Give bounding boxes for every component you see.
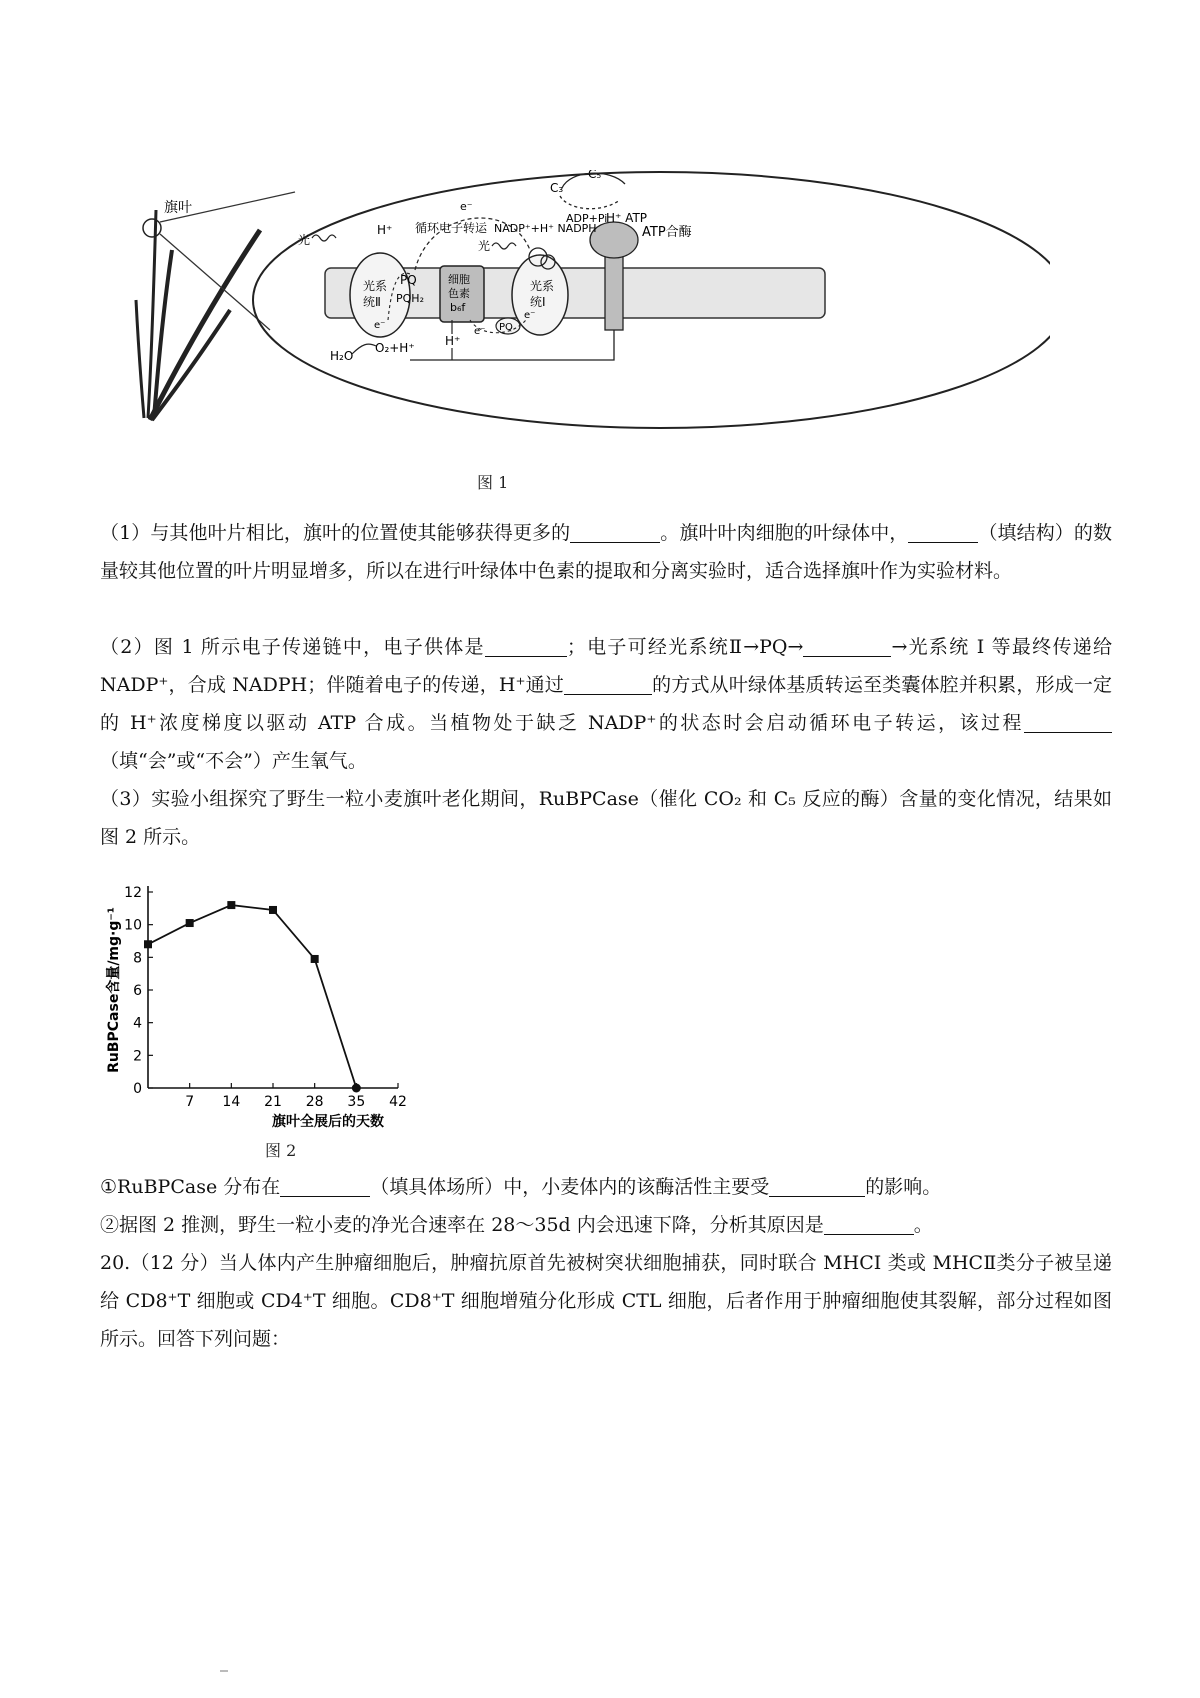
series-polyline: [148, 905, 356, 1088]
q1-blank-2[interactable]: [908, 520, 978, 543]
light-left-wave: [312, 235, 336, 241]
q3-1-blank-2[interactable]: [769, 1174, 865, 1197]
q2-blank-1[interactable]: [485, 634, 567, 657]
h-plus-top-label: H⁺: [377, 223, 393, 237]
pq-label: PQ: [400, 273, 417, 287]
cyt-label-1: 细胞: [448, 273, 470, 286]
q3-1-text-1: ①RuBPCase 分布在: [100, 1176, 281, 1198]
light-right-wave: [492, 243, 516, 249]
q1-text-1: （1）与其他叶片相比，旗叶的位置使其能够获得更多的: [100, 522, 571, 544]
q1-text-2: 。旗叶叶肉细胞的叶绿体中，: [660, 522, 909, 544]
x-tick-label: 14: [222, 1094, 241, 1110]
zoom-line-bottom: [160, 234, 270, 330]
y-tick-label: 4: [133, 1015, 142, 1032]
question-3-part-1: [100, 1168, 1112, 1206]
y-tick-label: 0: [133, 1081, 142, 1097]
chart-axes: [148, 886, 398, 1088]
question-3: （3）实验小组探究了野生一粒小麦旗叶老化期间，RuBPCase（催化 CO₂ 和 C₅ 反应的酶）含量的变化情况，结果如图 2 所示。: [100, 788, 1112, 848]
light-left-label: 光: [298, 233, 311, 247]
nadp-label: NADP⁺+H⁺ NADPH: [494, 222, 597, 235]
cyclic-transport-label: 循环电子转运: [415, 221, 488, 235]
calvin-cycle-arrow-2: [560, 196, 620, 209]
q3-1-text-3: 的影响。: [865, 1176, 942, 1198]
question-1: [100, 514, 1112, 590]
h-bottom-label: H⁺: [445, 334, 461, 348]
proton-return-line: [410, 330, 614, 360]
question-20: 20.（12 分）当人体内产生肿瘤细胞后，肿瘤抗原首先被树突状细胞捕获，同时联合 MHCI 类或 MHCⅡ类分子被呈递给 CD8⁺T 细胞或 CD4⁺T 细胞。CD8⁺T 细胞增殖分化形成 CTL 细胞，后者作用于肿瘤细胞使其裂解，部分过程如图所示。回答下列问题：: [100, 1252, 1112, 1350]
ps1-label-1: 光系: [530, 279, 555, 293]
data-point: [352, 1084, 361, 1093]
pq-small-label: PQ: [499, 322, 513, 333]
pqh2-label: PQH₂: [396, 292, 424, 305]
q2-blank-2[interactable]: [803, 634, 891, 657]
q2-text-4: 的方式从叶绿体基质转运至类囊体腔并积累，形成一定的 H⁺浓度梯度以驱动 ATP 合成。当植物处于缺乏 NADP⁺的状态时会启动循环电子转运，该过程: [100, 674, 1112, 734]
ps1-label-2: 统Ⅰ: [530, 295, 546, 309]
data-point: [144, 940, 152, 948]
q3-1-text-2: （填具体场所）中，小麦体内的该酶活性主要受: [370, 1176, 770, 1198]
page-footer-mark: [220, 1670, 228, 1672]
x-tick-label: 35: [347, 1094, 366, 1110]
ps2-label-1: 光系: [363, 279, 388, 293]
light-right-label: 光: [478, 239, 491, 253]
x-tick-label: 21: [264, 1094, 282, 1110]
atp-synthase-label: ATP合酶: [642, 225, 692, 240]
adp-pi-label: ADP+Pi: [566, 212, 608, 225]
h-atp-label: H⁺ ATP: [606, 211, 648, 225]
figure-1-caption: 图 1: [477, 473, 509, 492]
electron-top-label: e⁻: [460, 200, 473, 213]
chart-x-axis-label: 旗叶全展后的天数: [272, 1114, 384, 1130]
chart-ticks: [124, 885, 407, 1110]
flag-leaf-label: 旗叶: [164, 200, 192, 216]
question-2: [100, 628, 1112, 780]
cyt-label-2: 色素: [448, 287, 470, 300]
o2h-label: O₂+H⁺: [375, 341, 415, 355]
x-tick-label: 7: [185, 1094, 195, 1110]
y-tick-label: 8: [133, 950, 142, 967]
data-point: [311, 955, 319, 963]
q2-blank-4[interactable]: [1024, 710, 1112, 733]
q2-blank-3[interactable]: [564, 672, 652, 695]
chart-series-line: [148, 905, 356, 1088]
q3-2-blank-1[interactable]: [824, 1212, 914, 1235]
q1-text-3: （填结构）的数量较其他位置的叶片明显增多，所以在进行叶绿体中色素的提取和分离实验时，适合选择旗叶作为实验材料。: [100, 522, 1112, 582]
y-tick-label: 2: [133, 1048, 142, 1065]
data-point: [227, 901, 235, 909]
h2o-label: H₂O: [330, 349, 354, 363]
x-tick-label: 28: [305, 1094, 324, 1110]
x-tick-label: 42: [389, 1094, 407, 1110]
atp-synthase-head: [590, 222, 638, 258]
wheat-plant-illustration: [136, 210, 260, 420]
c5-label: C₅: [588, 170, 602, 181]
figure-1-photosynthesis-diagram: [130, 170, 1050, 500]
y-tick-label: 6: [133, 983, 142, 999]
y-tick-label: 10: [124, 917, 142, 934]
e-ps1-label: e⁻: [524, 310, 536, 321]
e-cyt-label: e⁻: [474, 326, 486, 337]
chart-y-axis-label: RuBPCase含量/mg·g⁻¹: [106, 907, 122, 1073]
flag-leaf-circle: [143, 219, 161, 237]
water-split-arrow: [352, 344, 376, 354]
q2-text-3: →光系统 I 等最终传递给 NADP⁺，合成 NADPH；伴随着电子的传递，H⁺通过: [100, 636, 1112, 696]
q2-text-2: ；电子可经光系统Ⅱ→PQ→: [566, 636, 804, 658]
q3-2-text-2: 。: [913, 1214, 933, 1236]
y-tick-label: 12: [124, 885, 142, 901]
c3-label: C₃: [550, 181, 564, 195]
q3-1-blank-1[interactable]: [280, 1174, 370, 1197]
e-ps2-label: e⁻: [374, 320, 386, 331]
data-point: [186, 919, 194, 927]
ps2-label-2: 统Ⅱ: [363, 295, 381, 309]
figure-2-chart: [100, 868, 480, 1138]
data-point: [269, 906, 277, 914]
atp-synthase-stalk: [605, 250, 623, 330]
question-3-part-2: [100, 1206, 1112, 1244]
q2-text-5: （填“会”或“不会”）产生氧气。: [100, 750, 367, 772]
cyt-label-3: b₆f: [450, 301, 466, 314]
q1-blank-1[interactable]: [570, 520, 660, 543]
q3-2-text-1: ②据图 2 推测，野生一粒小麦的净光合速率在 28～35d 内会迅速下降，分析其原因是: [100, 1214, 824, 1236]
q2-text-1: （2）图 1 所示电子传递链中，电子供体是: [100, 636, 485, 658]
figure-2-caption: 图 2: [265, 1141, 297, 1160]
